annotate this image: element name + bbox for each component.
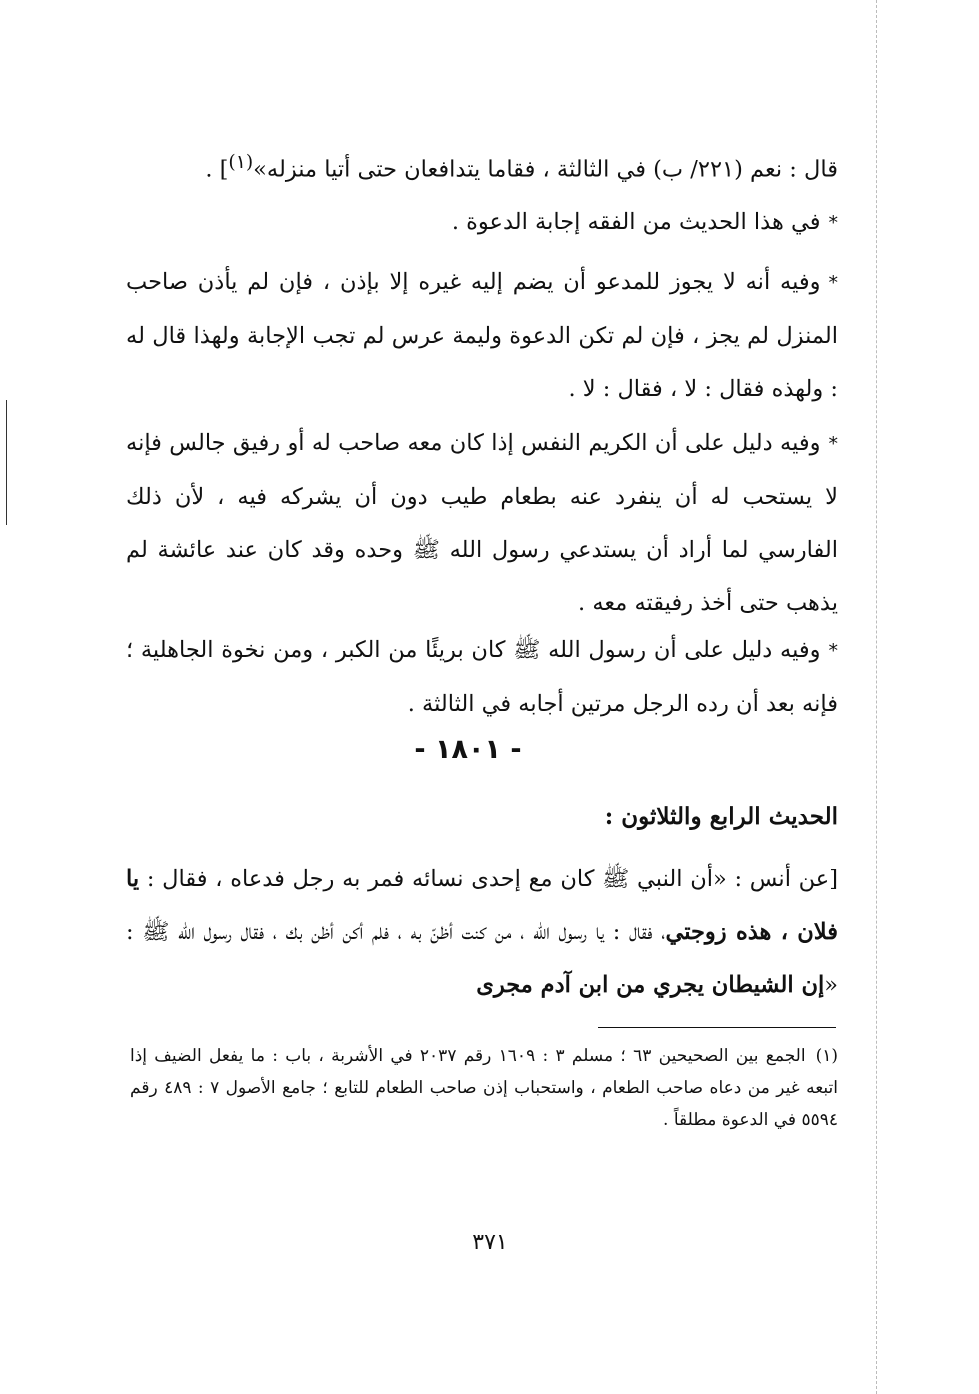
asterisk-icon: * [828,212,838,234]
paragraph-4 [126,417,838,630]
page-number: ٣٧١ [472,1230,508,1255]
scan-fold-marks [876,0,877,1394]
footnote-number: (١) [815,1046,838,1066]
hadith-bold-1: يا فلان ، هذه زوجتي [126,866,838,945]
paragraph-3 [126,256,838,416]
footnote-divider [598,1027,836,1028]
asterisk-icon: * [828,433,838,455]
paragraph-4-text: وفيه دليل على أن الكريم النفس إذا كان معه صاحب له أو رفيق جالس فإنه لا يستحب له أن ينفرد عنه بطعام طيب دون أن يشركه فيه ، لأن ذلك الفارسي لما أراد أن يستدعي رسول الله ﷺ وحده وقد كان عند عائشة لم يذهب حتى أخذ رفيقته معه . [126,430,838,616]
paragraph-1-end: ] . [205,156,229,183]
hadith-heading: الحديث الرابع والثلاثون : [604,803,838,830]
hadith-bold-2: إن الشيطان يجري من ابن آدم مجرى [476,972,825,998]
paragraph-1-text: قال : نعم (٢٢١/ ب) في الثالثة ، فقاما يتدافعان حتى أتيا منزله» [253,156,838,183]
scan-edge-line [6,400,7,525]
paragraph-5-text: وفيه دليل على أن رسول الله ﷺ كان بريئًا من الكبر ، ومن نخوة الجاهلية ؛ فإنه بعد أن رده الرجل مرتين أجابه في الثالثة . [126,637,838,717]
hadith-text [126,853,838,1012]
section-number: - ١٨٠١ - [414,734,522,765]
hadith-text-part-1: [عن أنس : «أن النبي ﷺ كان مع إحدى نسائه فمر به رجل فدعاه ، فقال : [146,866,839,892]
paragraph-1 [126,136,838,197]
hadith-text-part-2: ، فقال : يا رسول الله ، من كنت أظنّ به ، فلم أكن أظن بك ، فقال رسول الله ﷺ : « [126,919,838,998]
paragraph-3-text: وفيه أنه لا يجوز للمدعو أن يضم إليه غيره إلا بإذن ، فإن لم يأذن صاحب المنزل لم يجز ، فإن لم تكن الدعوة وليمة عرس لم تجب الإجابة ولهذا قال له : ولهذه فقال : لا ، فقال : لا . [126,269,838,402]
footnote-text: الجمع بين الصحيحين ٦٣ ؛ مسلم ٣ : ١٦٠٩ رقم ٢٠٣٧ في الأشربة ، باب : ما يفعل الضيف إذا اتبعه غير من دعاه صاحب الطعام ، واستحباب إذن صاحب الطعام للتابع ؛ جامع الأصول ٧ : ٤٨٩ رقم ٥٥٩٤ في الدعوة مطلقاً . [130,1046,838,1130]
asterisk-icon: * [828,640,838,662]
footnote [130,1040,838,1136]
paragraph-5 [126,624,838,731]
asterisk-icon: * [828,272,838,294]
paragraph-2-text: في هذا الحديث من الفقه إجابة الدعوة . [451,209,821,235]
paragraph-2 [126,196,838,250]
footnote-ref: (١) [228,152,254,173]
